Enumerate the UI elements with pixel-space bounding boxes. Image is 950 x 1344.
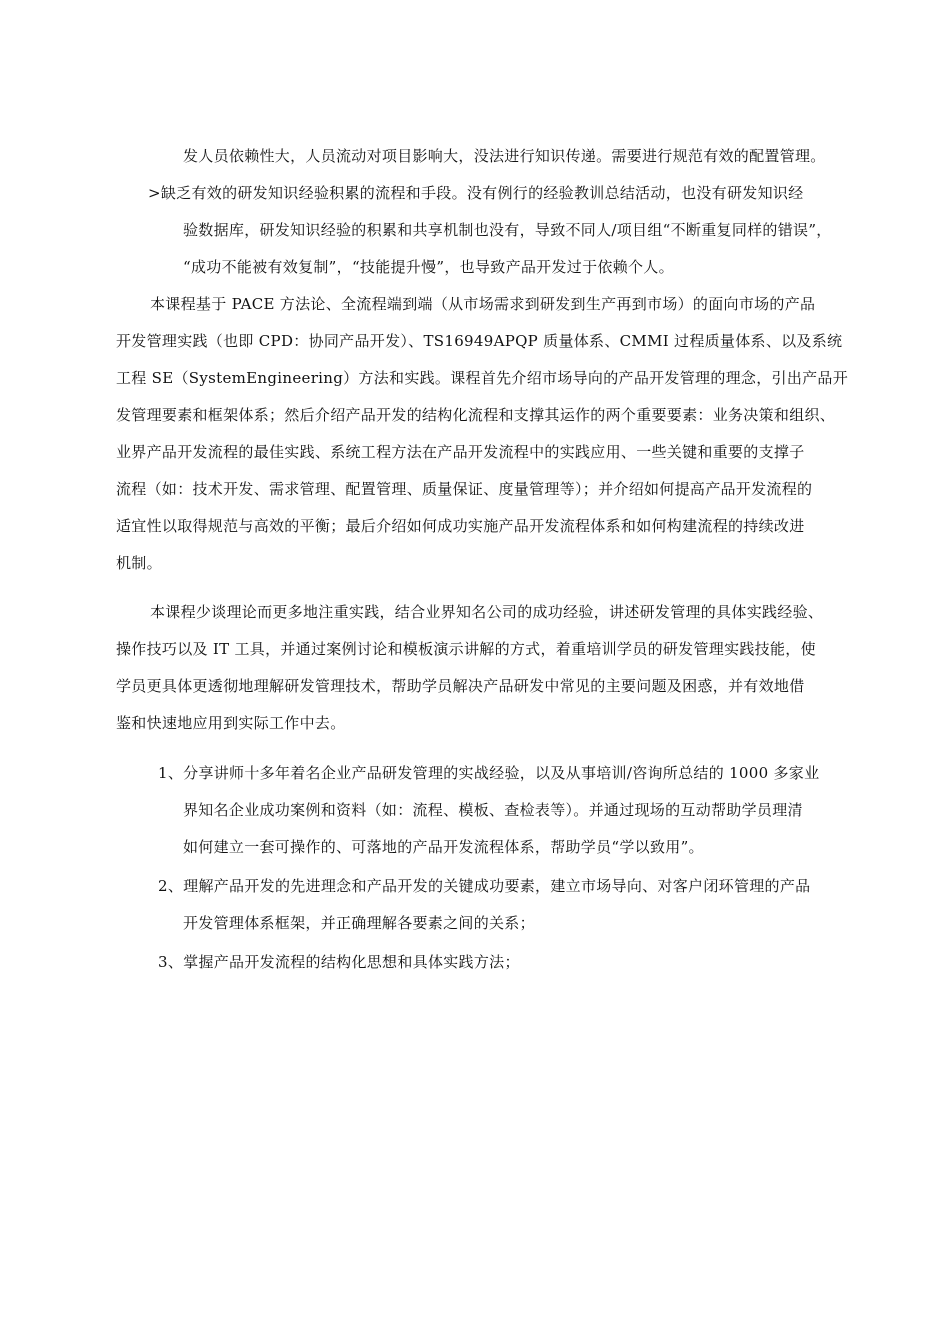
paragraph-line: 学员更具体更透彻地理解研发管理技术，帮助学员解决产品研发中常见的主要问题及困惑，并有效地借 — [116, 677, 805, 695]
list-item-line: 开发管理体系框架，并正确理解各要素之间的关系； — [183, 914, 535, 932]
paragraph-line: 操作技巧以及 IT 工具，并通过案例讨论和模板演示讲解的方式，着重培训学员的研发管理实践技能，使 — [116, 640, 816, 658]
paragraph-line: 开发管理实践（也即 CPD：协同产品开发）、TS16949APQP 质量体系、CMMI 过程质量体系、以及系统 — [116, 332, 843, 350]
paragraph-line: 工程 SE（SystemEngineering）方法和实践。课程首先介绍市场导向的产品开发管理的理念，引出产品开 — [116, 369, 849, 387]
list-item-line: 3、掌握产品开发流程的结构化思想和具体实践方法； — [158, 953, 520, 971]
bullet-line: >缺乏有效的研发知识经验积累的流程和手段。没有例行的经验教训总结活动，也没有研发知识经 — [148, 184, 804, 202]
paragraph-line: 业界产品开发流程的最佳实践、系统工程方法在产品开发流程中的实践应用、一些关键和重要的支撑子 — [116, 443, 805, 461]
paragraph-line: 机制。 — [116, 554, 162, 572]
paragraph-line: 流程（如：技术开发、需求管理、配置管理、质量保证、度量管理等）；并介绍如何提高产品开发流程的 — [116, 480, 813, 498]
list-item-line: 界知名企业成功案例和资料（如：流程、模板、查检表等）。并通过现场的互动帮助学员理清 — [183, 801, 803, 819]
list-item-line: 1、分享讲师十多年着名企业产品研发管理的实战经验，以及从事培训/咨询所总结的 1000 多家业 — [158, 764, 820, 782]
paragraph-line: 本课程少谈理论而更多地注重实践，结合业界知名公司的成功经验，讲述研发管理的具体实践经验、 — [150, 603, 824, 621]
paragraph-line: 本课程基于 PACE 方法论、全流程端到端（从市场需求到研发到生产再到市场）的面向市场的产品 — [150, 295, 816, 313]
list-item-line: 如何建立一套可操作的、可落地的产品开发流程体系，帮助学员“学以致用”。 — [183, 838, 704, 856]
text-line: 验数据库，研发知识经验的积累和共享机制也没有，导致不同人/项目组“不断重复同样的错误”， — [183, 221, 832, 239]
paragraph-line: 鉴和快速地应用到实际工作中去。 — [116, 714, 346, 732]
text-line: 发人员依赖性大，人员流动对项目影响大，没法进行知识传递。需要进行规范有效的配置管理。 — [183, 147, 826, 165]
paragraph-line: 发管理要素和框架体系；然后介绍产品开发的结构化流程和支撑其运作的两个重要要素：业务决策和组织、 — [116, 406, 836, 424]
list-item-line: 2、理解产品开发的先进理念和产品开发的关键成功要素，建立市场导向、对客户闭环管理的产品 — [158, 877, 811, 895]
text-line: “成功不能被有效复制”，“技能提升慢”，也导致产品开发过于依赖个人。 — [183, 258, 674, 276]
paragraph-line: 适宜性以取得规范与高效的平衡；最后介绍如何成功实施产品开发流程体系和如何构建流程的持续改进 — [116, 517, 805, 535]
